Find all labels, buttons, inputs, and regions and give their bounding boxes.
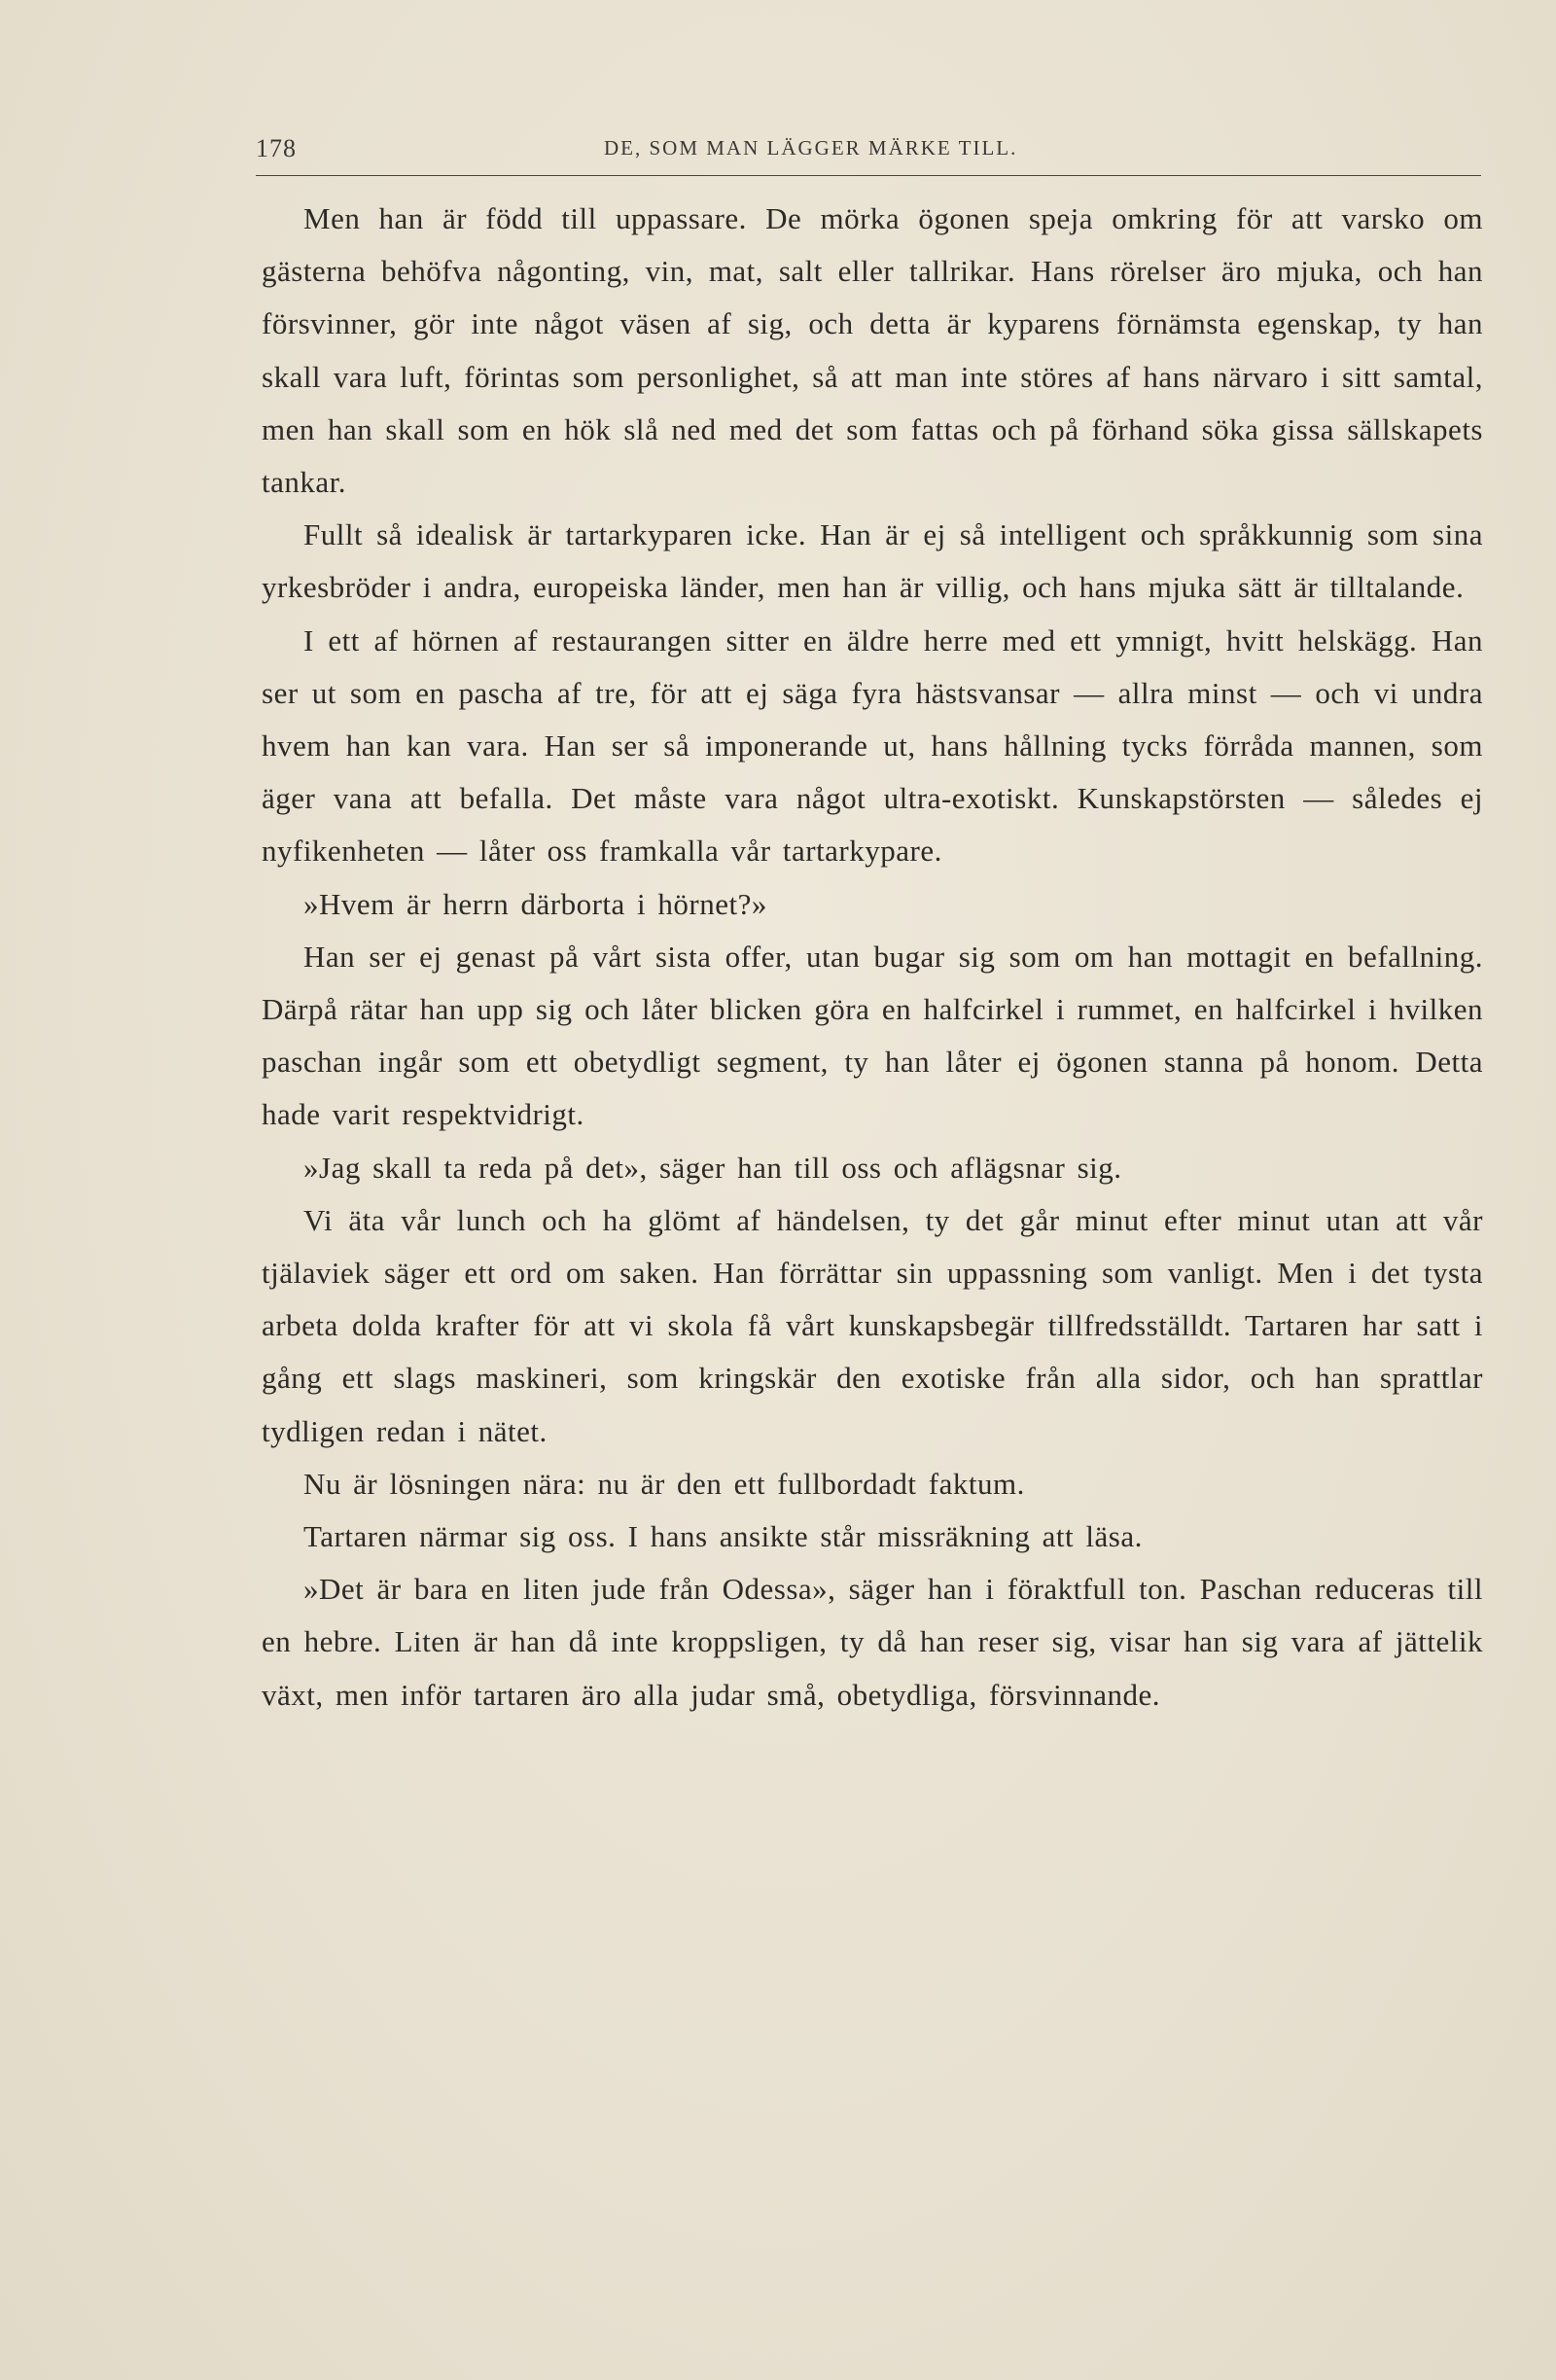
page-header [256,134,1481,173]
paragraph: Tartaren närmar sig oss. I hans ansikte står missräkning att läsa. [303,1519,1143,1554]
paragraph: Men han är född till uppassare. De mörka ögonen speja omkring för att varsko om gästerna behöfva någonting, vin, mat, salt eller tallrikar. Hans rörelser äro mjuka, och han försvinner, gör inte något väsen af sig, och detta är kyparens förnämsta egenskap, ty han skall vara luft, förintas som personlighet, så att man inte störes af hans närvaro i sitt samtal, men han skall som en hök slå ned med det som fattas och på förhand söka gissa sällskapets tankar. [262,201,1483,500]
header-rule [256,175,1481,176]
running-head: DE, SOM MAN LÄGGER MÄRKE TILL. [604,136,1018,160]
paragraph: I ett af hörnen af restaurangen sitter en äldre herre med ett ymnigt, hvitt helskägg. Han ser ut som en pascha af tre, för att ej säga fyra hästsvansar — allra minst — och vi undra hvem han kan vara. Han ser så imponerande ut, hans hållning tycks förråda mannen, som äger vana att befalla. Det måste vara något ultra-exotiskt. Kunskapstörsten — således ej nyfikenheten — låter oss framkalla vår tartarkypare. [262,622,1483,869]
paragraph: »Hvem är herrn därborta i hörnet?» [303,886,767,921]
paragraph: »Det är bara en liten jude från Odessa», säger han i föraktfull ton. Paschan reduceras till en hebre. Liten är han då inte kroppsligen, ty då han reser sig, visar han sig vara af jättelik växt, men inför tartaren äro alla judar små, obetydliga, försvinnande. [262,1572,1483,1712]
paragraph: Vi äta vår lunch och ha glömt af händelsen, ty det går minut efter minut utan att vår tjälaviek säger ett ord om saken. Han förrättar sin uppassning som vanligt. Men i det tysta arbeta dolda krafter för att vi skola få vårt kunskapsbegär tillfredsställdt. Tartaren har satt i gång ett slags maskineri, som kringskär den exotiske från alla sidor, och han sprattlar tydligen redan i nätet. [262,1202,1483,1448]
paragraph: Nu är lösningen nära: nu är den ett fullbordadt faktum. [303,1466,1025,1501]
body-text [262,193,1483,1722]
paragraph: »Jag skall ta reda på det», säger han till oss och aflägsnar sig. [303,1150,1122,1185]
page-number: 178 [256,134,297,162]
paragraph: Fullt så idealisk är tartarkyparen icke. Han är ej så intelligent och språkkunnig som sina yrkesbröder i andra, europeiska länder, men han är villig, och hans mjuka sätt är tilltalande. [262,517,1483,605]
paragraph: Han ser ej genast på vårt sista offer, utan bugar sig som om han mottagit en befallning. Därpå rätar han upp sig och låter blicken göra en halfcirkel i rummet, en halfcirkel i hvilken paschan ingår som ett obetydligt segment, ty han låter ej ögonen stanna på honom. Detta hade varit respektvidrigt. [262,939,1483,1132]
